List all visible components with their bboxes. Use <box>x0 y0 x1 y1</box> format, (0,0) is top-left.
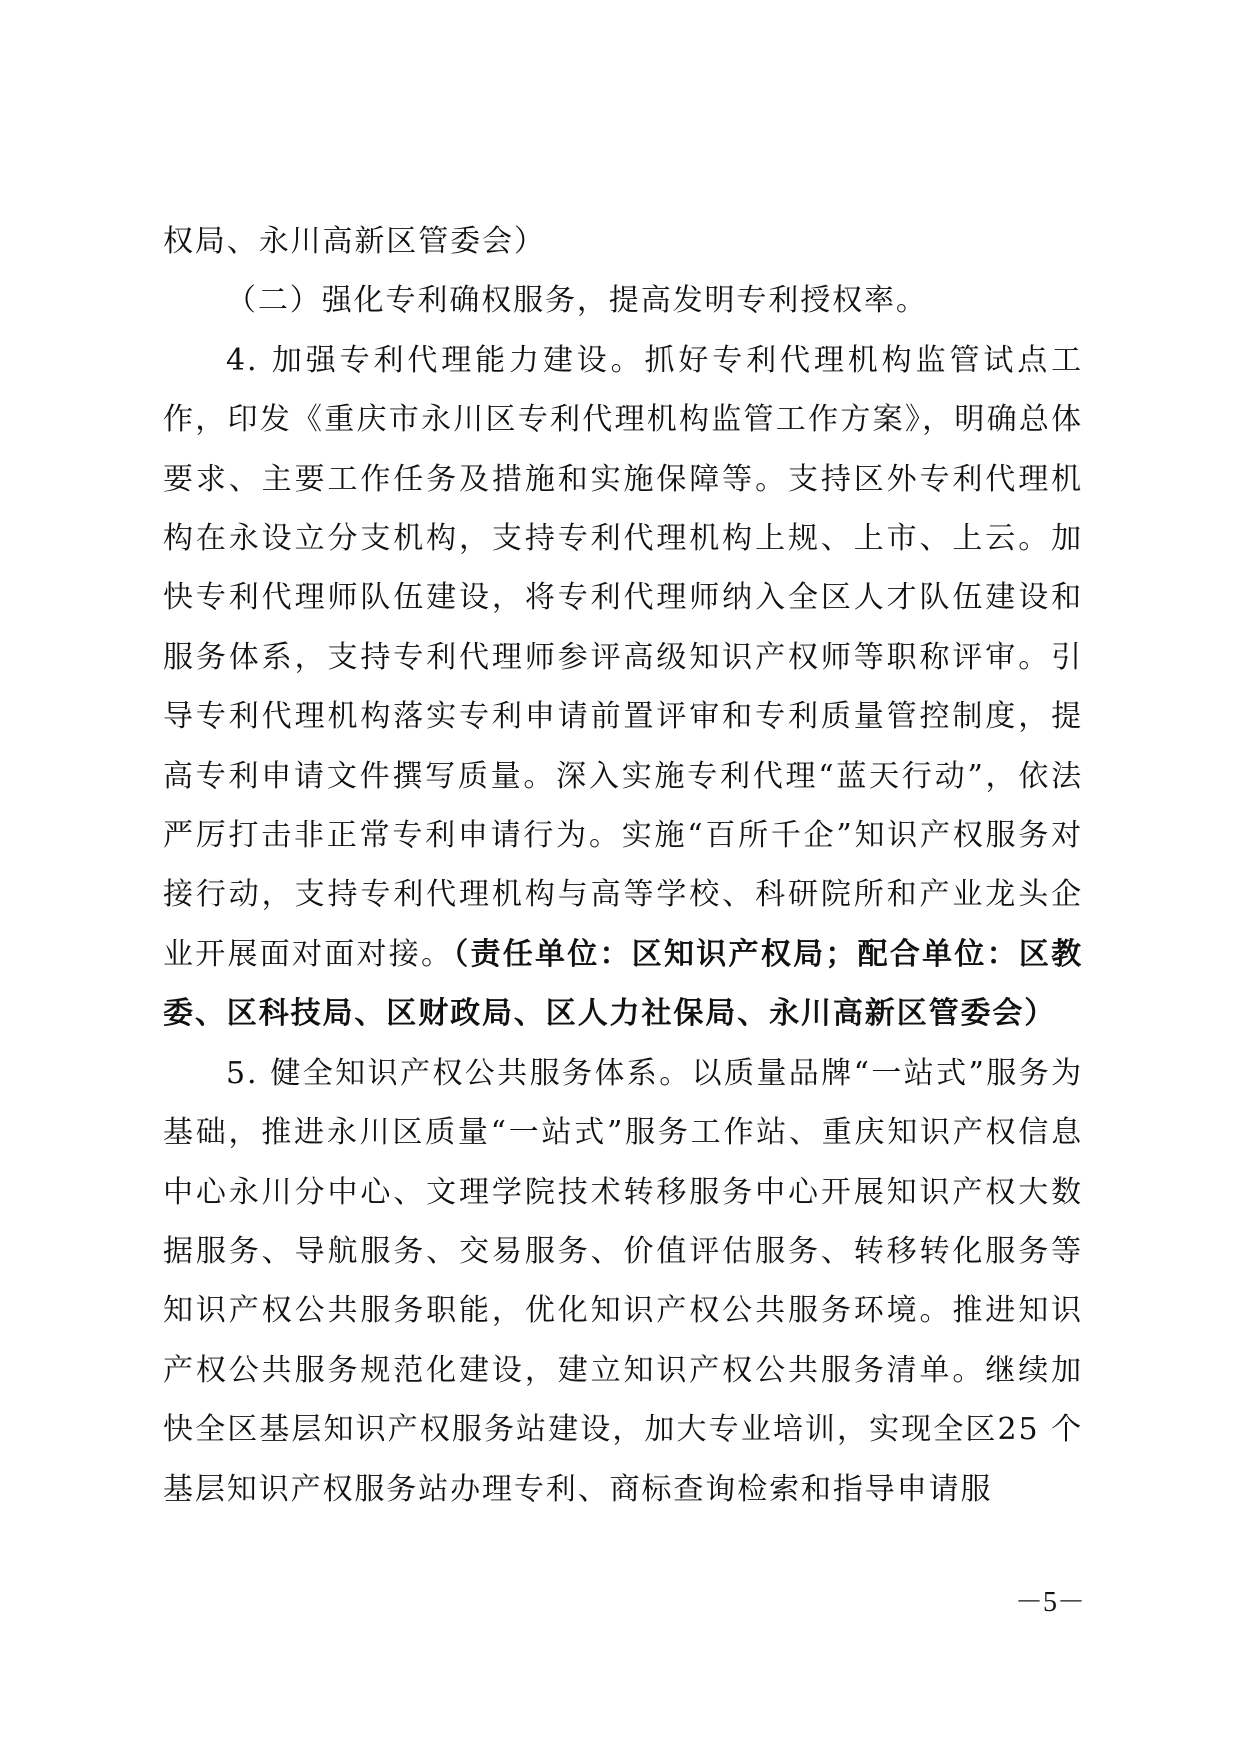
paragraph-item-4 <box>163 331 1083 1044</box>
paragraph-item-5 <box>163 1044 1083 1519</box>
section-heading <box>163 271 1083 330</box>
paragraph-text: 权局、永川高新区管委会） <box>163 224 546 259</box>
paragraph-text: 5. 健全知识产权公共服务体系。以质量品牌“一站式”服务为基础，推进永川区质量“一站式”服务工作站、重庆知识产权信息中心永川分中心、文理学院技术转移服务中心开展知识产权大数据服务、导航服务、交易服务、价值评估服务、转移转化服务等知识产权公共服务职能，优化知识产权公共服务环境。推进知识产权公共服务规范化建设，建立知识产权公共服务清单。继续加快全区基层知识产权服务站建设，加大专业培训，实现全区25 个基层知识产权服务站办理专利、商标查询检索和指导申请服 <box>163 1055 1083 1507</box>
responsibility-note: （责任单位：区知识产权局；配合单位：区教委、区科技局、区财政局、区人力社保局、永川高新区管委会） <box>163 936 1083 1032</box>
document-page-body <box>163 212 1083 1519</box>
paragraph-continuation <box>163 212 1083 271</box>
paragraph-text: 4. 加强专利代理能力建设。抓好专利代理机构监管试点工作，印发《重庆市永川区专利代理机构监管工作方案》，明确总体要求、主要工作任务及措施和实施保障等。支持区外专利代理机构在永设立分支机构，支持专利代理机构上规、上市、上云。加快专利代理师队伍建设，将专利代理师纳入全区人才队伍建设和服务体系，支持专利代理师参评高级知识产权师等职称评审。引导专利代理机构落实专利申请前置评审和专利质量管控制度，提高专利申请文件撰写质量。深入实施专利代理“蓝天行动”，依法严厉打击非正常专利申请行为。实施“百所千企”知识产权服务对接行动，支持专利代理机构与高等学校、科研院所和产业龙头企业开展面对面对接。 <box>163 342 1083 972</box>
page-number: －5－ <box>1014 1587 1085 1618</box>
section-heading-text: （二）强化专利确权服务，提高发明专利授权率。 <box>226 283 928 319</box>
